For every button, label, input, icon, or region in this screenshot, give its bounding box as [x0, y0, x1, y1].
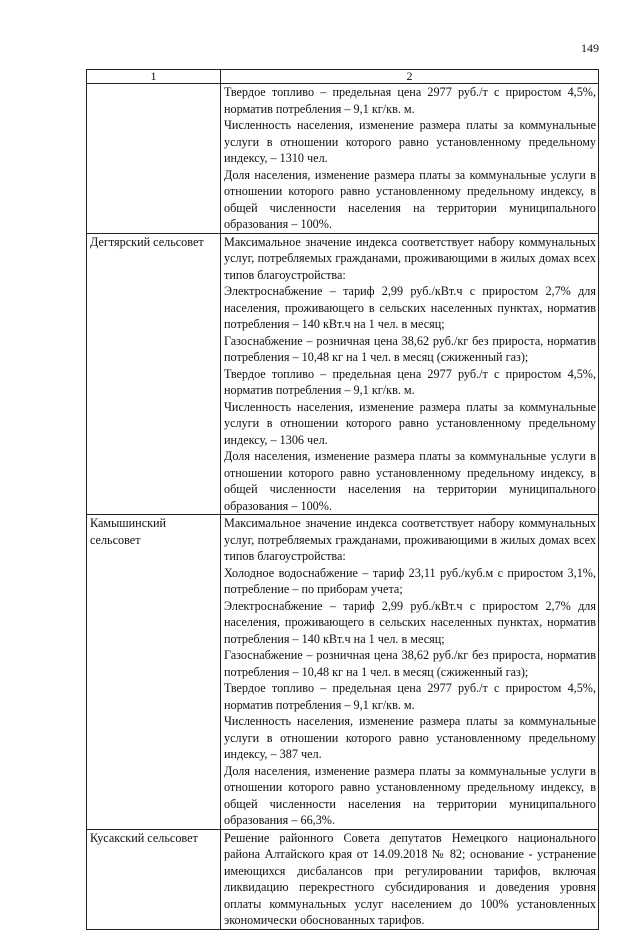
tariff-table	[86, 69, 599, 930]
column-header-1: 1	[87, 70, 221, 84]
row-description	[221, 515, 599, 830]
header-row	[87, 70, 599, 84]
table-row	[87, 515, 599, 830]
row-description	[221, 84, 599, 234]
paragraph: Доля населения, изменение размера платы за коммунальные услуги в отношении которого равно установленному предельному индексу, в общей численности населения на территории муниципального образования – 100%.	[224, 449, 596, 513]
paragraph: Максимальное значение индекса соответствует набору коммунальных услуг, потребляемых гражданами, проживающими в жилых домах всех типов благоустройства:	[224, 234, 596, 282]
municipality-name	[87, 84, 221, 234]
paragraph: Газоснабжение – розничная цена 38,62 руб./кг без прироста, норматив потребления – 10,48 кг на 1 чел. в месяц (сжиженный газ);	[224, 333, 596, 364]
table-row	[87, 84, 599, 234]
paragraph: Максимальное значение индекса соответствует набору коммунальных услуг, потребляемых гражданами, проживающими в жилых домах всех типов благоустройства:	[224, 516, 596, 563]
paragraph: Решение районного Совета депутатов Немецкого национального района Алтайского края от 14.09.2018 № 82; основание - устранение имеющихся дисбалансов при регулировании тарифов, включая ликвидацию перекрестного субсидирования и доведения уровня оплаты коммунальных услуг населением до 100% установленных экономически обоснованных тарифов.	[224, 830, 596, 927]
table-row	[87, 829, 599, 929]
paragraph: Твердое топливо – предельная цена 2977 руб./т с приростом 4,5%, норматив потребления – 9,1 кг/кв. м.	[224, 681, 596, 712]
paragraph: Доля населения, изменение размера платы за коммунальные услуги в отношении которого равно установленному предельному индексу, в общей численности населения на территории муниципального образования – 100%.	[224, 167, 596, 231]
row-description	[221, 829, 599, 929]
paragraph: Твердое топливо – предельная цена 2977 руб./т с приростом 4,5%, норматив потребления – 9,1 кг/кв. м.	[224, 85, 596, 116]
municipality-name: Камышинский сельсовет	[87, 515, 221, 830]
paragraph: Численность населения, изменение размера платы за коммунальные услуги в отношении которого равно установленному предельному индексу, – 387 чел.	[224, 714, 596, 761]
municipality-name: Кусакский сельсовет	[87, 829, 221, 929]
paragraph: Электроснабжение – тариф 2,99 руб./кВт.ч с приростом 2,7% для населения, проживающего в сельских населенных пунктах, норматив потребления – 140 кВт.ч на 1 чел. в месяц;	[224, 284, 596, 331]
paragraph: Электроснабжение – тариф 2,99 руб./кВт.ч с приростом 2,7% для населения, проживающего в сельских населенных пунктах, норматив потребления – 140 кВт.ч на 1 чел. в месяц;	[224, 598, 596, 646]
paragraph: Газоснабжение – розничная цена 38,62 руб./кг без прироста, норматив потребления – 10,48 кг на 1 чел. в месяц (сжиженный газ);	[224, 648, 596, 679]
paragraph: Твердое топливо – предельная цена 2977 руб./т с приростом 4,5%, норматив потребления – 9,1 кг/кв. м.	[224, 366, 596, 397]
paragraph: Численность населения, изменение размера платы за коммунальные услуги в отношении которого равно установленному предельному индексу, – 1310 чел.	[224, 118, 596, 165]
page-number: 149	[581, 41, 599, 55]
row-description	[221, 233, 599, 515]
paragraph: Численность населения, изменение размера платы за коммунальные услуги в отношении которого равно установленному предельному индексу, – 1306 чел.	[224, 399, 596, 447]
municipality-name: Дегтярский сельсовет	[87, 233, 221, 515]
paragraph: Доля населения, изменение размера платы за коммунальные услуги в отношении которого равно установленному предельному индексу, в общей численности населения на территории муниципального образования – 66,3%.	[224, 763, 596, 827]
paragraph: Холодное водоснабжение – тариф 23,11 руб./куб.м с приростом 3,1%, потребление – по приборам учета;	[224, 565, 596, 596]
column-header-2: 2	[221, 70, 599, 84]
table-row	[87, 233, 599, 515]
